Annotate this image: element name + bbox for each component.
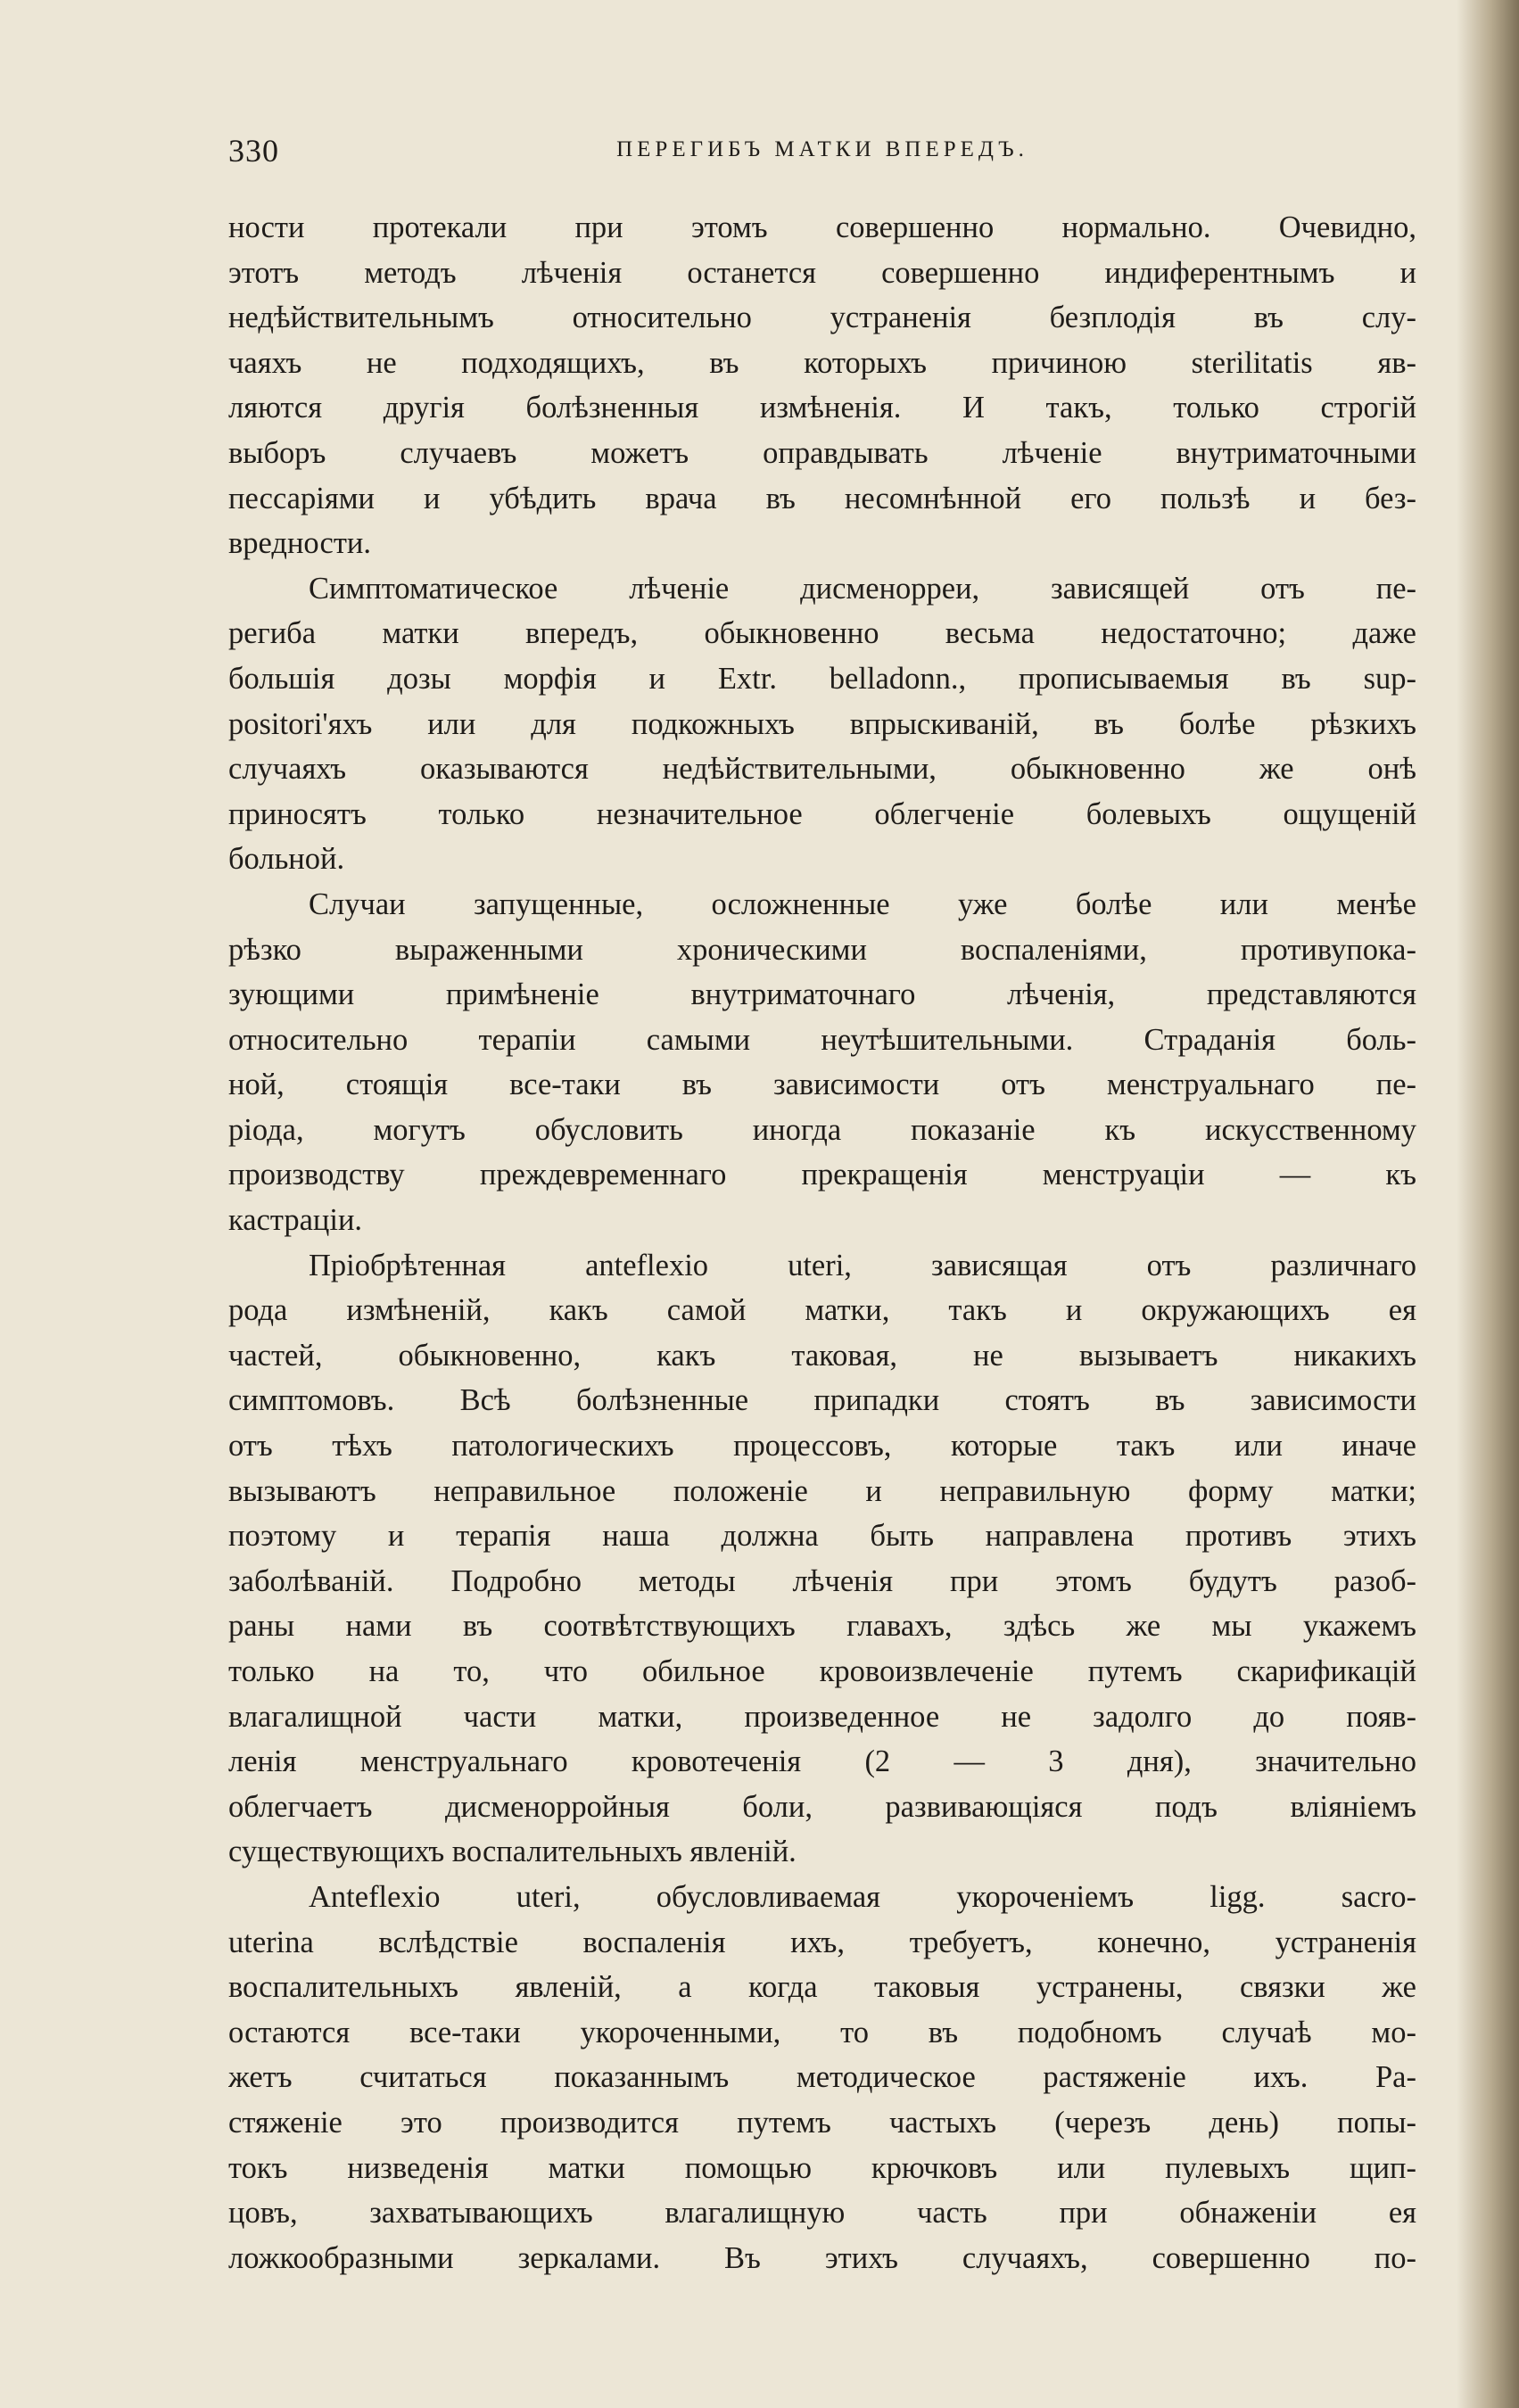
text-line: только на то, что обильное кровоизвлеченіе путемъ скарификацій bbox=[228, 1654, 1416, 1688]
text-line: недѣйствительнымъ относительно устраненія безплодія въ слу- bbox=[228, 301, 1416, 335]
text-line: больной. bbox=[228, 842, 345, 877]
text-line: кастраціи. bbox=[228, 1203, 363, 1238]
text-line: отъ тѣхъ патологическихъ процессовъ, которые такъ или иначе bbox=[228, 1429, 1416, 1464]
paragraph bbox=[228, 882, 1416, 1243]
text-line: заболѣваній. Подробно методы лѣченія при этомъ будутъ разоб- bbox=[228, 1563, 1416, 1598]
text-line: стяженіе это производится путемъ частыхъ (черезъ день) попы- bbox=[228, 2105, 1416, 2140]
text-line: ности протекали при этомъ совершенно нормально. Очевидно, bbox=[228, 210, 1416, 244]
text-line: зующими примѣненіе внутриматочнаго лѣченія, представляются bbox=[228, 977, 1416, 1012]
paragraph bbox=[228, 1243, 1416, 1875]
text-line: positori'яхъ или для подкожныхъ впрыскиваній, въ болѣе рѣзкихъ bbox=[228, 706, 1416, 741]
text-line: рода измѣненій, какъ самой матки, такъ и окружающихъ ея bbox=[228, 1293, 1416, 1328]
paragraph bbox=[228, 1875, 1416, 2280]
text-line: рѣзко выраженными хроническими воспаленіями, противупока- bbox=[228, 932, 1416, 967]
text-line: приносятъ только незначительное облегченіе болевыхъ ощущеній bbox=[228, 796, 1416, 831]
text-line: вызываютъ неправильное положеніе и неправильную форму матки; bbox=[228, 1473, 1416, 1508]
text-line: цовъ, захватывающихъ влагалищную часть при обнаженіи ея bbox=[228, 2196, 1416, 2231]
text-line: частей, обыкновенно, какъ таковая, не вызываетъ никакихъ bbox=[228, 1338, 1416, 1373]
text-line: большія дозы морфія и Extr. belladonn., прописываемыя въ sup- bbox=[228, 661, 1416, 696]
text-line: воспалительныхъ явленій, а когда таковыя устранены, связки же bbox=[228, 1970, 1416, 2005]
text-line: региба матки впередъ, обыкновенно весьма недостаточно; даже bbox=[228, 616, 1416, 651]
text-line: ленія менструальнаго кровотеченія (2 — 3 дня), значительно bbox=[228, 1744, 1416, 1779]
page-header bbox=[228, 132, 1416, 177]
text-line: пессаріями и убѣдить врача въ несомнѣнной его пользѣ и без- bbox=[228, 481, 1416, 515]
text-line: токъ низведенія матки помощью крючковъ или пулевыхъ щип- bbox=[228, 2150, 1416, 2185]
text-line: вредности. bbox=[228, 526, 372, 561]
text-line: поэтому и терапія наша должна быть направлена противъ этихъ bbox=[228, 1519, 1416, 1554]
page-number: 330 bbox=[228, 133, 279, 169]
text-line: uterina вслѣдствіе воспаленія ихъ, требуетъ, конечно, устраненія bbox=[228, 1925, 1416, 1959]
text-line: симптомовъ. Всѣ болѣзненные припадки стоятъ въ зависимости bbox=[228, 1383, 1416, 1418]
text-line: раны нами въ соотвѣтствующихъ главахъ, здѣсь же мы укажемъ bbox=[228, 1609, 1416, 1644]
text-line: случаяхъ оказываются недѣйствительными, обыкновенно же онѣ bbox=[228, 752, 1416, 787]
text-line: жетъ считаться показаннымъ методическое растяженіе ихъ. Ра- bbox=[228, 2060, 1416, 2095]
paragraph bbox=[228, 566, 1416, 882]
running-title: ПЕРЕГИБЪ МАТКИ ВПЕРЕДЪ. bbox=[616, 137, 1028, 161]
text-line: чаяхъ не подходящихъ, въ которыхъ причиною sterilitatis яв- bbox=[228, 345, 1416, 380]
text-line: Anteflexio uteri, обусловливаемая укороченіемъ ligg. sacro- bbox=[309, 1879, 1416, 1914]
page-edge-shadow bbox=[1457, 0, 1519, 2408]
text-line: ложкообразными зеркалами. Въ этихъ случаяхъ, совершенно по- bbox=[228, 2240, 1416, 2275]
text-line: Симптоматическое лѣченіе дисменорреи, зависящей отъ пе- bbox=[309, 571, 1416, 606]
text-line: относительно терапіи самыми неутѣшительными. Страданія боль- bbox=[228, 1022, 1416, 1057]
text-line: ріода, могутъ обусловить иногда показаніе къ искусственному bbox=[228, 1112, 1416, 1147]
text-body bbox=[228, 205, 1416, 2280]
text-line: Пріобрѣтенная anteflexio uteri, зависящая отъ различнаго bbox=[309, 1248, 1416, 1282]
text-line: выборъ случаевъ можетъ оправдывать лѣченіе внутриматочными bbox=[228, 435, 1416, 470]
paragraph bbox=[228, 205, 1416, 566]
text-line: влагалищной части матки, произведенное не задолго до появ- bbox=[228, 1699, 1416, 1734]
text-line: ляются другія болѣзненныя измѣненія. И такъ, только строгій bbox=[228, 391, 1416, 425]
text-line: остаются все-таки укороченными, то въ подобномъ случаѣ мо- bbox=[228, 2015, 1416, 2049]
text-line: существующихъ воспалительныхъ явленій. bbox=[228, 1835, 797, 1869]
text-line: ной, стоящія все-таки въ зависимости отъ менструальнаго пе- bbox=[228, 1068, 1416, 1102]
text-line: Случаи запущенные, осложненные уже болѣе или менѣе bbox=[309, 887, 1416, 921]
text-line: этотъ методъ лѣченія останется совершенно индиферентнымъ и bbox=[228, 255, 1416, 290]
text-line: производству преждевременнаго прекращенія менструаціи — къ bbox=[228, 1158, 1416, 1192]
text-line: облегчаетъ дисменорройныя боли, развивающіяся подъ вліяніемъ bbox=[228, 1789, 1416, 1824]
